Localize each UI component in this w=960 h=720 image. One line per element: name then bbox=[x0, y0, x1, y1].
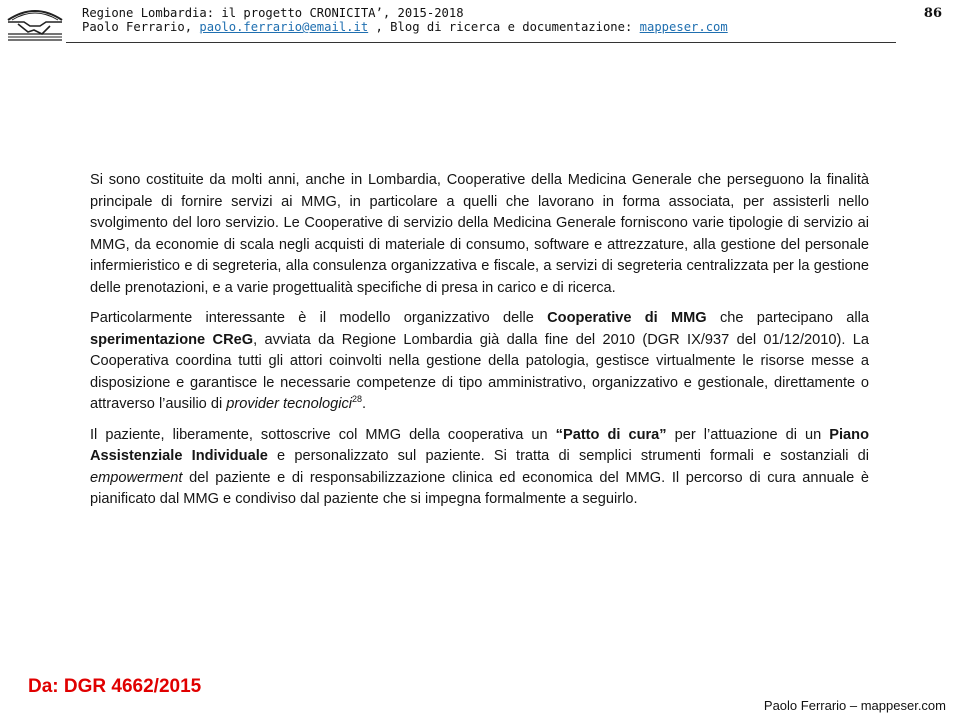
footer-credit: Paolo Ferrario – mappeser.com bbox=[763, 698, 946, 713]
paragraph-2 bbox=[90, 308, 869, 416]
blog-link[interactable]: mappeser.com bbox=[639, 20, 728, 34]
p2-text-e: . bbox=[362, 396, 367, 412]
source-label: Da: DGR 4662/2015 bbox=[28, 676, 202, 697]
p3-text-c: per l’attuazione di un bbox=[666, 426, 830, 443]
p3-italic-empowerment: empowerment bbox=[90, 469, 183, 486]
email-link[interactable]: paolo.ferrario@email.it bbox=[199, 20, 369, 34]
p3-text-d: e personalizzato sul paziente. Si tratta di semplici strumenti formali e sostanziali di bbox=[267, 448, 869, 464]
p2-text-a: Particolarmente interessante è il modello organizzativo delle bbox=[90, 310, 548, 326]
footnote-ref-28: 28 bbox=[352, 394, 363, 405]
header-title: Regione Lombardia: il progetto CRONICITA’, 2015-2018 bbox=[82, 6, 464, 20]
header-author-line bbox=[82, 20, 728, 34]
document-excerpt bbox=[90, 170, 869, 520]
p2-text-d: , avviata da Regione Lombardia già dalla fine del 2010 (DGR IX/937 del 01/12/2010). La Cooperativa coordina tutti gli attori coinvolti nella gestione della patologia, gestisce virtualmente le risorse messe a disposizione e garantisce le necessarie competenze di tipo amministrativo, organizzativo e gestionale, direttamente o attraverso l’ausilio di bbox=[90, 331, 869, 412]
header-blog-text: , Blog di ricerca e documentazione: bbox=[368, 20, 640, 34]
header-divider bbox=[66, 42, 896, 43]
handshake-logo-icon bbox=[4, 4, 66, 42]
page-number: 86 bbox=[923, 6, 942, 21]
p2-italic-provider: provider tecnologici bbox=[226, 396, 353, 412]
p2-text-c: che partecipano alla bbox=[706, 310, 869, 326]
p3-text-e: del paziente e di responsabilizzazione clinica ed economica del MMG. Il percorso di cura annuale è pianificato dal MMG e condiviso dal paziente che si impegna formalmente a seguirlo. bbox=[90, 469, 869, 507]
paragraph-1: Si sono costituite da molti anni, anche in Lombardia, Cooperative della Medicina Generale che perseguono la finalità principale di fornire servizi ai MMG, in particolare a quelli che lavorano in forma associata, per assisterli nello svolgimento del loro servizio. Le Cooperative di servizio della Medicina Generale forniscono varie tipologie di servizio ai MMG, da economie di scala negli acquisti di materiale di consumo, software e attrezzature, alla gestione del personale infermieristico e di segreteria, alla consulenza organizzativa e fiscale, a servizi di segreteria centralizzata per la gestione delle prenotazioni, e a varie progettualità specifiche di presa in carico e di ricerca. bbox=[90, 172, 869, 296]
header-text bbox=[82, 6, 728, 34]
header-author: Paolo Ferrario, bbox=[82, 20, 200, 34]
p2-bold-cooperative: Cooperative di MMG bbox=[547, 310, 707, 326]
p2-bold-creg: sperimentazione CReG bbox=[90, 331, 254, 348]
paragraph-3 bbox=[90, 425, 869, 511]
p3-bold-patto: “Patto di cura” bbox=[555, 426, 667, 443]
p3-bold-piano: Piano Assistenziale Individuale bbox=[90, 426, 869, 464]
p3-text-a: Il paziente, liberamente, sottoscrive col MMG della cooperativa un bbox=[90, 426, 556, 443]
